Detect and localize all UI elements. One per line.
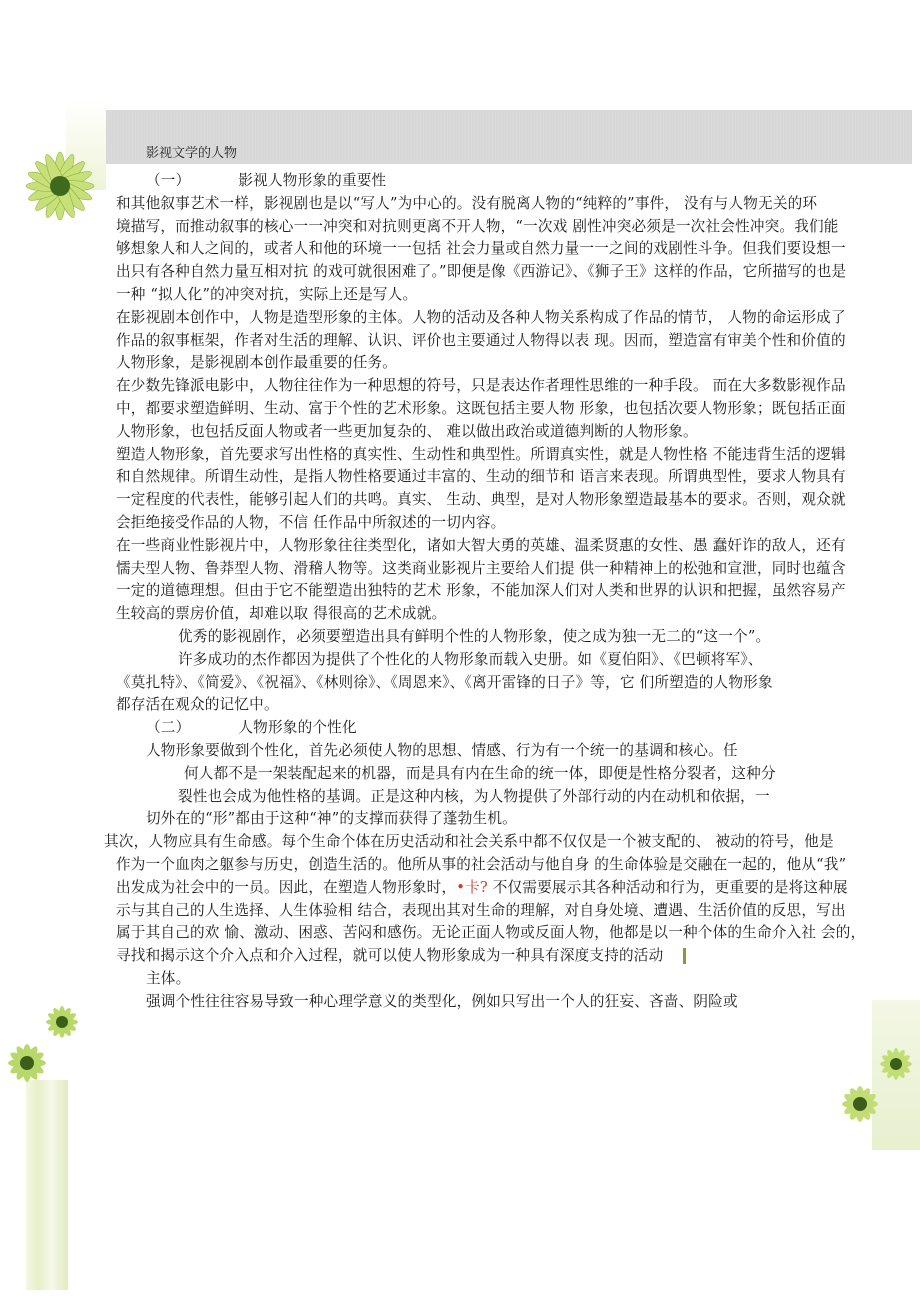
paragraph-line: 其次，人物应具有生命感。每个生命个体在历史活动和社会关系中都不仅仅是一个被支配的、 被动的符号，他是 [104,833,834,851]
paragraph-line: 和其他叙事艺术一样，影视剧也是以“写人”为中心的。没有脱离人物的“纯粹的”事件， 没有与人物无关的环 [116,194,818,212]
text-run: 不仅需要展示其各种活动和行为，更重要的是将这种展 [487,878,848,896]
text-run: 寻找和揭示这个介入点和介入过程，就可以使人物形象成为一种具有深度支持的活动 [116,947,664,965]
paragraph-line: 境描写，而推动叙事的核心一一冲突和对抗则更离不开人物，“一次戏 剧性冲突必须是一次社会性冲突。我们能 [116,217,839,235]
page-title: 影视文学的人物 [146,146,238,161]
paragraph-line: 在影视剧本创作中，人物是造型形象的主体。人物的活动及各种人物关系构成了作品的情节， 人物的命运形成了 [116,308,846,326]
paragraph-line: 强调个性往往容易导致一种心理学意义的类型化，例如只写出一个人的狂妄、吝啬、阴险或 [146,992,738,1010]
paragraph-line [116,877,912,900]
paragraph-line: 一定程度的代表性，能够引起人们的共鸣。真实、 生动、典型，是对人物形象塑造最基本的要求。否则，观众就 [116,491,846,509]
paragraph-line: 在一些商业性影视片中，人物形象往往类型化，诸如大智大勇的英雄、温柔贤惠的女性、愚 蠢奸诈的敌人，还有 [116,536,846,554]
paragraph-line: 一定的道德理想。但由于它不能塑造出独特的艺术 形象，不能加深人们对人类和世界的认识和把握，虽然容易产 [116,582,846,600]
paragraph-line: 塑造人物形象，首先要求写出性格的真实性、生动性和典型性。所谓真实性，就是人物性格 不能违背生活的逻辑 [116,445,846,463]
flower-icon [838,1082,882,1126]
section-number: （二） [146,719,191,737]
section-title: 影视人物形象的重要性 [238,172,387,189]
section-number: （一） [146,172,191,189]
text-cursor-mark [683,948,686,964]
daisy-icon [8,146,112,222]
paragraph-line: 一种 “拟人化”的冲突对抗，实际上还是写人。 [116,285,418,303]
paragraph-line: 示与其自己的人生选择、人生体验相 结合，表现出其对生命的理解，对自身处境、遭遇、生活价值的反思，写出 [116,901,846,919]
paragraph-line: 许多成功的杰作都因为提供了个性化的人物形象而载入史册。如《夏伯阳》、《巴顿将军》、 [178,650,763,668]
paragraph-line: 人物形象要做到个性化，首先必须使人物的思想、情感、行为有一个统一的基调和核心。任 [146,741,738,759]
text-run: 出发成为社会中的一员。因此，在塑造人物形象时， [116,878,457,896]
paragraph-line: 人物形象，是影视剧本创作最重要的任务。 [116,354,398,372]
decor-bottom-strip [26,1080,68,1290]
paragraph-line: 会拒绝接受作品的人物，不信 任作品中所叙述的一切内容。 [116,513,506,531]
garbled-symbol: •卡? [456,878,488,896]
paragraph-line: 何人都不是一架装配起来的机器，而是具有内在生命的统一体，即便是性格分裂者，这种分 [184,764,776,782]
section-heading-2 [116,717,912,740]
paragraph-line: 人物形象，也包括反面人物或者一些更加复杂的、 难以做出政治或道德判断的人物形象。 [116,422,698,440]
paragraph-line: 作品的叙事框架，作者对生活的理解、认识、评价也主要通过人物得以表 现。因而，塑造富有审美个性和价值的 [116,331,846,349]
flower-icon [4,1040,50,1086]
paragraph-line: 生较高的票房价值，却难以取 得很高的艺术成就。 [116,605,447,623]
section-heading-1 [116,170,912,193]
flower-icon [42,1002,82,1042]
paragraph-line: 优秀的影视剧作，必须要塑造出具有鲜明个性的人物形象，使之成为独一无二的“这一个”。 [178,627,771,645]
paragraph-line: 《莫扎特》、《简爱》、《祝福》、《林则徐》、《周恩来》、《离开雷锋的日子》等，它 们所塑造的人物形象 [116,673,773,691]
paragraph-line: 切外在的“形”都由于这种“神”的支撑而获得了蓬勃生机。 [146,810,517,828]
article-body [104,170,912,1013]
paragraph-line: 出只有各种自然力量互相对抗 的戏可就很困难了。”即便是像《西游记》、《狮子王》这样的作品，它所描写的也是 [116,263,847,281]
paragraph-line: 中，都要求塑造鲜明、生动、富于个性的艺术形象。这既包括主要人物 形象，也包括次要人物形象；既包括正面 [116,399,846,417]
paragraph-line [116,945,912,968]
paragraph-line: 都存活在观众的记忆中。 [116,696,279,714]
paragraph-line: 在少数先锋派电影中，人物往往作为一种思想的符号，只是表达作者理性思维的一种手段。 而在大多数影视作品 [116,377,846,395]
paragraph-line: 够想象人和人之间的，或者人和他的环境一一包括 社会力量或自然力量一一之间的戏剧性斗争。但我们要设想一 [116,240,846,258]
paragraph-line: 主体。 [146,969,191,987]
section-title: 人物形象的个性化 [238,719,357,737]
flower-icon [876,1044,916,1084]
paragraph-line: 懦夫型人物、鲁莽型人物、滑稽人物等。这类商业影视片主要给人们提 供一种精神上的松弛和宣泄，同时也蕴含 [116,559,846,577]
paragraph-line: 和自然规律。所谓生动性，是指人物性格要通过丰富的、生动的细节和 语言来表现。所谓典型性，要求人物具有 [116,468,846,486]
paragraph-line: 作为一个血肉之躯参与历史，创造生活的。他所从事的社会活动与他自身 的生命体验是交融在一起的，他从“我” [116,855,847,873]
paragraph-line: 属于其自己的欢 愉、激动、困惑、苦闷和感伤。无论正面人物或反面人物，他都是以一种个体的生命介入社 会的， [116,924,866,942]
paragraph-line: 裂性也会成为他性格的基调。正是这种内核，为人物提供了外部行动的内在动机和依据，一 [178,787,770,805]
